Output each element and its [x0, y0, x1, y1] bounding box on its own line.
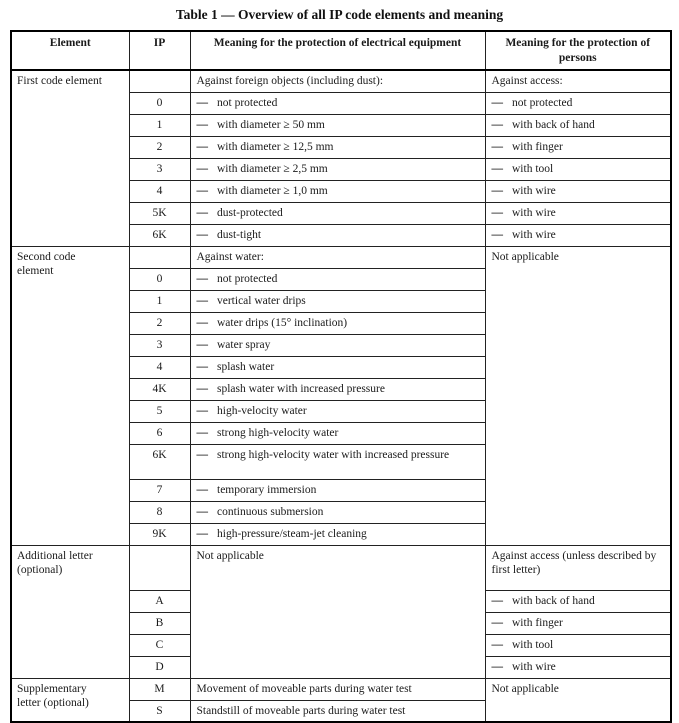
cell-text: strong high-velocity water with increased pressure — [217, 448, 450, 461]
ip-cell: 4K — [129, 378, 190, 400]
not-applicable-cell: Not applicable — [485, 246, 671, 545]
ip-cell: 0 — [129, 268, 190, 290]
dash-bullet: — — [196, 140, 208, 153]
dash-bullet: — — [491, 96, 503, 109]
equipment-cell: Standstill of moveable parts during water test — [190, 700, 485, 722]
ip-cell: 1 — [129, 114, 190, 136]
dash-bullet: — — [196, 338, 208, 351]
ip-cell: 4 — [129, 356, 190, 378]
persons-cell — [485, 114, 671, 136]
persons-cell: Against access: — [485, 70, 671, 92]
dash-bullet: — — [491, 594, 503, 607]
header-ip: IP — [129, 31, 190, 70]
not-applicable-cell: Not applicable — [190, 545, 485, 678]
ip-cell: M — [129, 678, 190, 700]
table-row — [11, 678, 671, 700]
table-row — [11, 246, 671, 268]
cell-text: with tool — [512, 638, 554, 651]
header-element: Element — [11, 31, 129, 70]
equipment-cell — [190, 136, 485, 158]
dash-bullet: — — [196, 96, 208, 109]
equipment-cell — [190, 334, 485, 356]
element-cell: First code element — [11, 70, 129, 246]
ip-cell: 6K — [129, 444, 190, 479]
dash-bullet: — — [491, 660, 503, 673]
header-row — [11, 31, 671, 70]
equipment-cell — [190, 356, 485, 378]
header-equipment: Meaning for the protection of electrical equipment — [190, 31, 485, 70]
ip-cell: 4 — [129, 180, 190, 202]
persons-cell: Against access (unless described by first letter) — [485, 545, 671, 590]
cell-text: with wire — [512, 206, 556, 219]
equipment-cell — [190, 268, 485, 290]
persons-cell — [485, 136, 671, 158]
cell-text: splash water with increased pressure — [217, 382, 385, 395]
cell-text: water spray — [217, 338, 271, 351]
dash-bullet: — — [196, 206, 208, 219]
cell-text: with finger — [512, 140, 563, 153]
dash-bullet: — — [491, 162, 503, 175]
ip-cell — [129, 70, 190, 92]
dash-bullet: — — [196, 505, 208, 518]
dash-bullet: — — [491, 118, 503, 131]
ip-cell — [129, 246, 190, 268]
cell-text: with finger — [512, 616, 563, 629]
persons-cell — [485, 634, 671, 656]
not-applicable-cell: Not applicable — [485, 678, 671, 722]
dash-bullet: — — [196, 272, 208, 285]
dash-bullet: — — [196, 527, 208, 540]
ip-cell — [129, 545, 190, 590]
cell-text: with wire — [512, 184, 556, 197]
ip-code-table — [10, 30, 672, 723]
persons-cell — [485, 590, 671, 612]
equipment-cell — [190, 444, 485, 479]
dash-bullet: — — [196, 118, 208, 131]
cell-text: with diameter ≥ 12,5 mm — [217, 140, 334, 153]
dash-bullet: — — [196, 162, 208, 175]
ip-cell: 2 — [129, 136, 190, 158]
persons-cell — [485, 180, 671, 202]
persons-cell — [485, 612, 671, 634]
cell-text: strong high-velocity water — [217, 426, 339, 439]
table-row — [11, 545, 671, 590]
header-persons: Meaning for the protection of persons — [485, 31, 671, 70]
ip-cell: 3 — [129, 158, 190, 180]
equipment-cell — [190, 202, 485, 224]
dash-bullet: — — [491, 616, 503, 629]
persons-cell — [485, 92, 671, 114]
persons-cell — [485, 158, 671, 180]
equipment-cell — [190, 290, 485, 312]
dash-bullet: — — [196, 316, 208, 329]
element-cell: Additional letter (optional) — [11, 545, 129, 678]
equipment-cell — [190, 422, 485, 444]
equipment-cell — [190, 523, 485, 545]
ip-cell: S — [129, 700, 190, 722]
element-cell: Supplementary letter (optional) — [11, 678, 129, 722]
equipment-cell — [190, 501, 485, 523]
persons-cell — [485, 224, 671, 246]
equipment-cell — [190, 158, 485, 180]
dash-bullet: — — [196, 382, 208, 395]
table-row — [11, 70, 671, 92]
cell-text: with diameter ≥ 50 mm — [217, 118, 325, 131]
ip-cell: C — [129, 634, 190, 656]
cell-text: with diameter ≥ 2,5 mm — [217, 162, 328, 175]
ip-cell: 2 — [129, 312, 190, 334]
dash-bullet: — — [491, 206, 503, 219]
equipment-cell — [190, 312, 485, 334]
cell-text: with wire — [512, 660, 556, 673]
cell-text: high-velocity water — [217, 404, 307, 417]
cell-text: not protected — [217, 96, 278, 109]
cell-text: with tool — [512, 162, 554, 175]
cell-text: with diameter ≥ 1,0 mm — [217, 184, 328, 197]
dash-bullet: — — [196, 184, 208, 197]
equipment-cell: Against water: — [190, 246, 485, 268]
dash-bullet: — — [196, 360, 208, 373]
cell-text: with back of hand — [512, 118, 595, 131]
equipment-cell — [190, 479, 485, 501]
cell-text: dust-protected — [217, 206, 283, 219]
dash-bullet: — — [491, 638, 503, 651]
dash-bullet: — — [196, 483, 208, 496]
ip-cell: B — [129, 612, 190, 634]
dash-bullet: — — [491, 184, 503, 197]
ip-cell: 0 — [129, 92, 190, 114]
dash-bullet: — — [491, 228, 503, 241]
ip-cell: 5 — [129, 400, 190, 422]
element-cell: Second code element — [11, 246, 129, 545]
cell-text: water drips (15° inclination) — [217, 316, 348, 329]
equipment-cell: Against foreign objects (including dust): — [190, 70, 485, 92]
ip-cell: 6 — [129, 422, 190, 444]
ip-cell: 6K — [129, 224, 190, 246]
equipment-cell — [190, 224, 485, 246]
persons-cell — [485, 202, 671, 224]
cell-text: temporary immersion — [217, 483, 317, 496]
equipment-cell — [190, 180, 485, 202]
ip-cell: 8 — [129, 501, 190, 523]
cell-text: continuous submersion — [217, 505, 324, 518]
cell-text: with wire — [512, 228, 556, 241]
dash-bullet: — — [196, 404, 208, 417]
cell-text: not protected — [217, 272, 278, 285]
table-title: Table 1 — Overview of all IP code elements and meaning — [175, 7, 504, 22]
cell-text: high-pressure/steam-jet cleaning — [217, 527, 367, 540]
ip-cell: 1 — [129, 290, 190, 312]
ip-cell: D — [129, 656, 190, 678]
dash-bullet: — — [196, 448, 208, 461]
dash-bullet: — — [196, 228, 208, 241]
equipment-cell: Movement of moveable parts during water test — [190, 678, 485, 700]
cell-text: dust-tight — [217, 228, 262, 241]
cell-text: not protected — [512, 96, 573, 109]
dash-bullet: — — [491, 140, 503, 153]
ip-cell: 9K — [129, 523, 190, 545]
ip-cell: 3 — [129, 334, 190, 356]
ip-cell: 5K — [129, 202, 190, 224]
equipment-cell — [190, 378, 485, 400]
ip-cell: A — [129, 590, 190, 612]
equipment-cell — [190, 400, 485, 422]
cell-text: with back of hand — [512, 594, 595, 607]
persons-cell — [485, 656, 671, 678]
dash-bullet: — — [196, 294, 208, 307]
cell-text: splash water — [217, 360, 275, 373]
ip-cell: 7 — [129, 479, 190, 501]
dash-bullet: — — [196, 426, 208, 439]
equipment-cell — [190, 92, 485, 114]
cell-text: vertical water drips — [217, 294, 306, 307]
equipment-cell — [190, 114, 485, 136]
